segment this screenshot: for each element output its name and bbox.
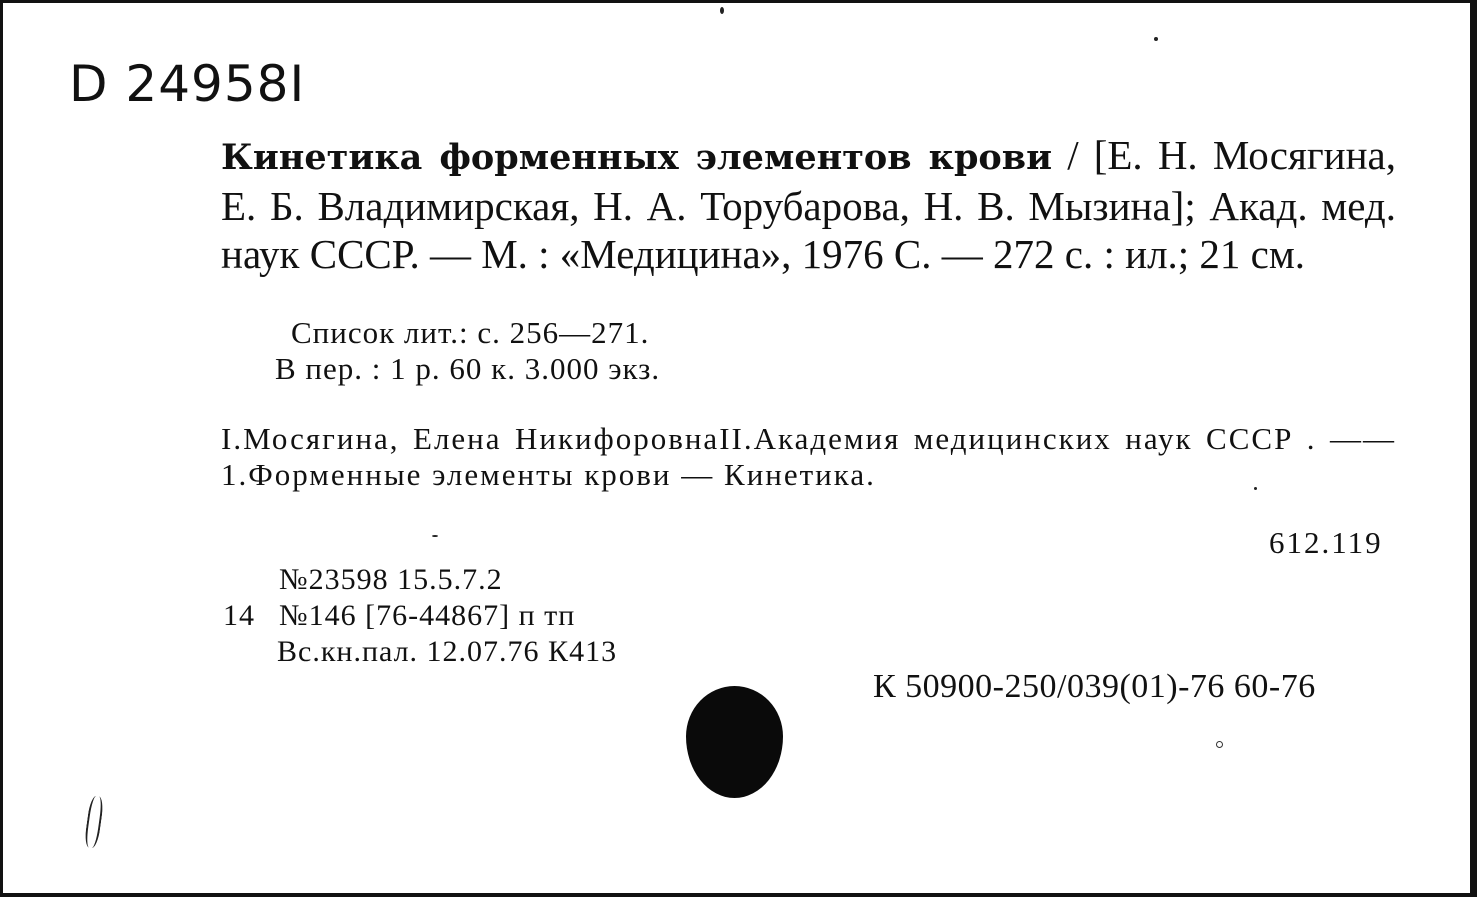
price-note: В пер. : 1 р. 60 к. 3.000 экз.: [275, 351, 661, 386]
description-text: / [Е. Н. Мосягина, Е. Б. Владимирская, Н. А. Торубарова, Н. В. Мызина]; Акад. мед. наук СССР. — М. : «Медицина», 1976 С. — 272 с. : ил.; 21 см.: [221, 132, 1396, 277]
ink-speck: [1254, 487, 1257, 490]
ink-speck: [1216, 741, 1223, 748]
order-line-2-prefix: 14: [223, 599, 255, 632]
tracings: I.Мосягина, Елена НикифоровнаII.Академия медицинских наук СССР . ——1.Форменные элементы крови — Кинетика.: [221, 421, 1396, 492]
catalog-code: К 50900-250/039(01)-76 60-76: [873, 668, 1316, 705]
book-title: Кинетика форменных элементов крови: [221, 137, 1053, 178]
order-line-3: Вс.кн.пал. 12.07.76 К413: [277, 635, 618, 668]
order-line-2: №146 [76-44867] п тп: [279, 599, 576, 632]
ink-speck: [432, 535, 438, 537]
bibliography-note: Список лит.: с. 256—271.: [291, 315, 650, 350]
call-number: D 24958I: [69, 55, 306, 113]
punch-hole: [686, 686, 783, 798]
udc-code: 612.119: [1269, 525, 1383, 560]
bibliographic-description: [221, 131, 1396, 278]
pencil-mark: [83, 795, 104, 848]
ink-speck: [1154, 37, 1158, 41]
ink-speck: [720, 7, 724, 14]
order-line-1: №23598 15.5.7.2: [279, 563, 503, 596]
